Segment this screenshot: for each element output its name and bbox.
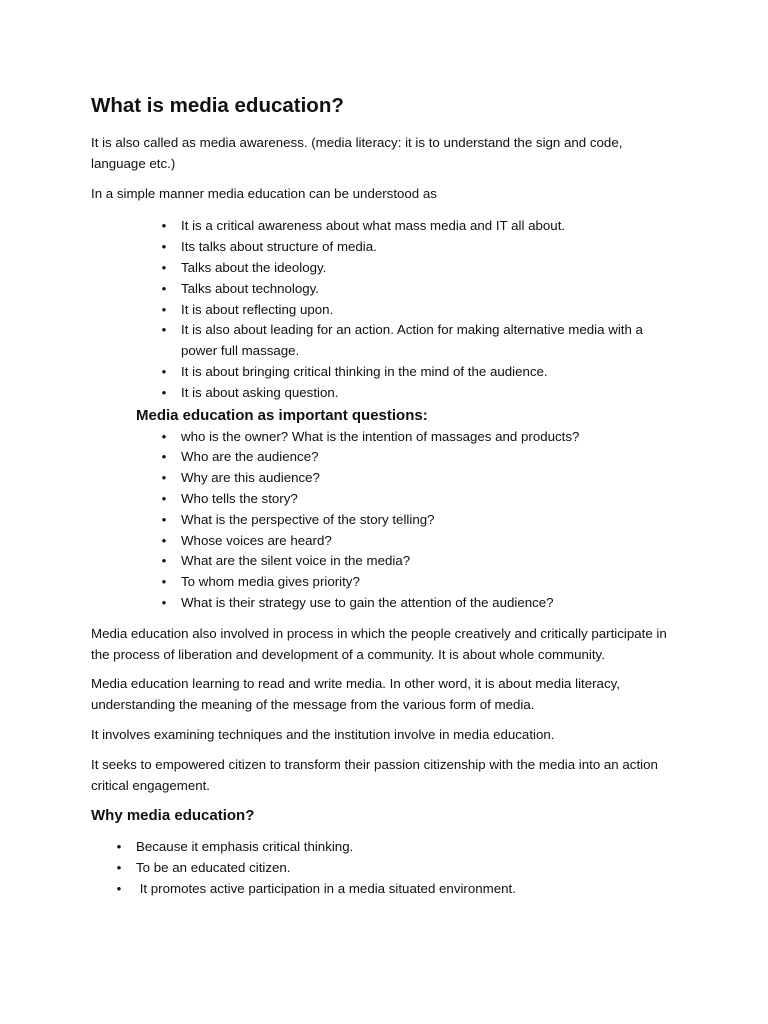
bullet-icon: • — [161, 322, 167, 338]
intro-paragraph: It is also called as media awareness. (media literacy: it is to understand the sign and code, language etc.) — [91, 135, 623, 171]
body-paragraph: It involves examining techniques and the institution involve in media education. — [91, 726, 555, 742]
why-list — [116, 837, 672, 899]
bullet-icon: • — [161, 384, 167, 400]
bullet-icon: • — [161, 553, 167, 569]
list-item: • It promotes active participation in a media situated environment. — [136, 879, 672, 900]
list-item: • What is their strategy use to gain the attention of the audience? — [181, 593, 672, 614]
list-item: • It is about asking question. — [181, 383, 672, 404]
bullet-icon: • — [116, 839, 122, 855]
bullet-icon: • — [161, 239, 167, 255]
list-item: • Talks about the ideology. — [181, 258, 672, 279]
list-item: • What is the perspective of the story telling? — [181, 510, 672, 531]
list-item: • Who tells the story? — [181, 489, 672, 510]
bullet-icon: • — [161, 594, 167, 610]
list-item: • Talks about technology. — [181, 279, 672, 300]
body-paragraph: Media education also involved in process in which the people creatively and critically participate in the process of liberation and development of a community. It is about whole community. — [91, 625, 667, 662]
list-item: • Whose voices are heard? — [181, 531, 672, 552]
list-item: • Its talks about structure of media. — [181, 237, 672, 258]
questions-list — [161, 427, 672, 614]
bullet-icon: • — [161, 280, 167, 296]
bullet-icon: • — [161, 532, 167, 548]
bullet-icon: • — [161, 301, 167, 317]
questions-heading: Media education as important questions: — [136, 406, 428, 424]
body-paragraph: Media education learning to read and write media. In other word, it is about media literacy, understanding the meaning of the message from the various form of media. — [91, 676, 620, 713]
bullet-icon: • — [161, 574, 167, 590]
list-item: • It is also about leading for an action. Action for making alternative media with a power full massage. — [181, 320, 672, 362]
why-heading: Why media education? — [91, 807, 255, 825]
bullet-icon: • — [161, 428, 167, 444]
intro-paragraph: In a simple manner media education can be understood as — [91, 185, 437, 201]
bullet-icon: • — [161, 490, 167, 506]
bullet-icon: • — [161, 259, 167, 275]
list-item: • To be an educated citizen. — [136, 858, 672, 879]
list-item: • It is about reflecting upon. — [181, 300, 672, 321]
document-title: What is media education? — [91, 94, 344, 117]
bullet-icon: • — [161, 363, 167, 379]
list-item: • It is about bringing critical thinking in the mind of the audience. — [181, 362, 672, 383]
list-item: • To whom media gives priority? — [181, 572, 672, 593]
bullet-icon: • — [161, 449, 167, 465]
bullet-icon: • — [161, 218, 167, 234]
list-item: • Who are the audience? — [181, 447, 672, 468]
bullet-icon: • — [116, 880, 122, 896]
body-paragraph: It seeks to empowered citizen to transform their passion citizenship with the media into an action critical engagement. — [91, 756, 658, 793]
bullet-icon: • — [161, 470, 167, 486]
bullet-icon: • — [116, 860, 122, 876]
list-item: • Why are this audience? — [181, 468, 672, 489]
bullet-icon: • — [161, 511, 167, 527]
understood-list — [161, 216, 672, 403]
list-item: • What are the silent voice in the media? — [181, 551, 672, 572]
list-item: • It is a critical awareness about what mass media and IT all about. — [181, 216, 672, 237]
list-item: • Because it emphasis critical thinking. — [136, 837, 672, 858]
list-item: • who is the owner? What is the intention of massages and products? — [181, 427, 672, 448]
